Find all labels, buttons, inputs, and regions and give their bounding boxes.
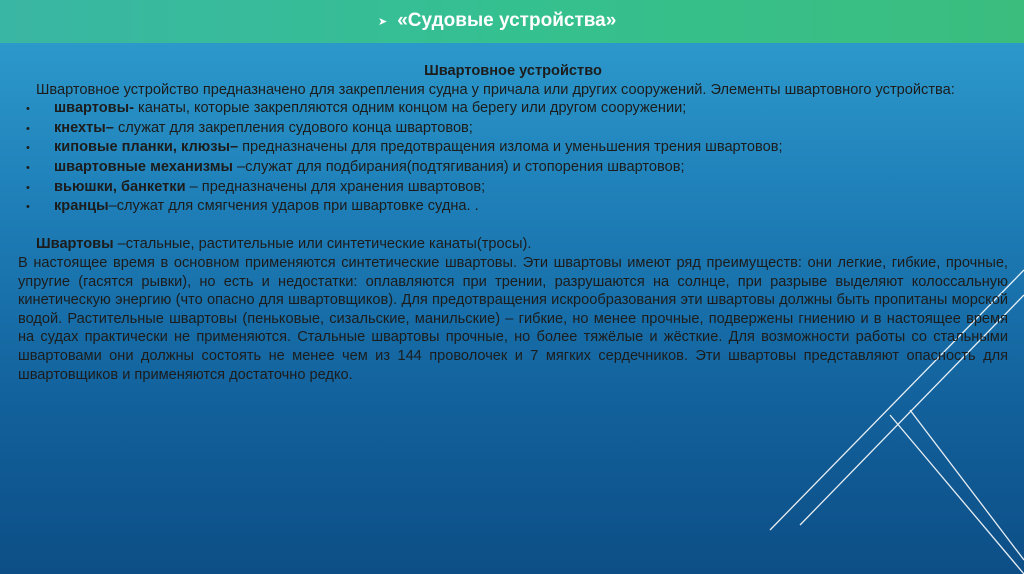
item-term: швартовные механизмы — [54, 158, 233, 175]
item-text: служат для закрепления судового конца швартовов; — [113, 119, 473, 136]
item-term: киповые планки, клюзы– — [54, 139, 239, 156]
item-text: –служат для подбирания(подтягивания) и стопорения швартовов; — [232, 158, 685, 175]
bullet-icon: • — [26, 142, 30, 155]
mooring-lines-lead — [18, 235, 1008, 254]
mooring-lines-definition: –стальные, растительные или синтетические канаты(тросы). — [113, 236, 532, 253]
list-item — [18, 138, 1008, 158]
slide-content — [18, 62, 1008, 384]
spacer — [18, 217, 1008, 236]
bullet-icon: • — [26, 103, 30, 116]
intro-paragraph: Швартовное устройство предназначено для закрепления судна у причала или других сооружений. Элементы швартовного устройства: — [36, 81, 955, 98]
item-text: –служат для смягчения ударов при швартовке судна. . — [108, 198, 479, 215]
list-item — [18, 99, 1008, 119]
bullet-icon: • — [26, 122, 30, 135]
title-bar — [0, 0, 1024, 43]
list-item — [18, 158, 1008, 178]
item-text: канаты, которые закрепляются одним концом на берегу или другом сооружении; — [133, 100, 687, 117]
item-term: кнехты– — [54, 119, 114, 136]
mooring-lines-term: Швартовы — [36, 236, 114, 253]
item-term: вьюшки, банкетки — [54, 178, 186, 195]
slide-title: «Судовые устройства» — [397, 10, 617, 31]
list-item — [18, 119, 1008, 139]
item-text: – предназначены для хранения швартовов; — [185, 178, 486, 195]
item-term: швартовы- — [54, 100, 134, 117]
arrow-icon: ➤ — [378, 15, 388, 28]
section-heading: Швартовное устройство — [424, 63, 602, 79]
title-wrap — [378, 10, 616, 32]
bullet-icon: • — [26, 181, 30, 194]
list-item — [18, 197, 1008, 217]
list-item — [18, 178, 1008, 198]
item-text: предназначены для предотвращения излома и уменьшения трения швартовов; — [238, 139, 783, 156]
bullet-icon: • — [26, 161, 30, 174]
bullet-icon: • — [26, 201, 30, 214]
mooring-lines-body: В настоящее время в основном применяются синтетические швартовы. Эти швартовы имеют ряд преимуществ: они легкие, гибкие, прочные, упругие (гасятся рывки), но есть и недостатки: оплавляются при трении, разрушаются на солнце, при разрыве выделяют колоссальную кинетическую энергию (что опасно для швартовщиков). Для предотвращения искрообразования эти швартовы должны быть пропитаны морской водой. Растительные швартовы (пеньковые, сизальские, манильские) – гибкие, но менее прочные, подвержены гниению и в настоящее время на судах практически не применяются. Стальные швартовы прочные, но более тяжёлые и жёсткие. Для возможности работы со стальными швартовами они должны состоять не менее чем из 144 проволочек и 7 мягких сердечников. Эти швартовы представляют опасность для швартовщиков и применяются достаточно редко. — [18, 254, 1008, 383]
elements-list — [18, 99, 1008, 217]
item-term: кранцы — [54, 198, 109, 215]
